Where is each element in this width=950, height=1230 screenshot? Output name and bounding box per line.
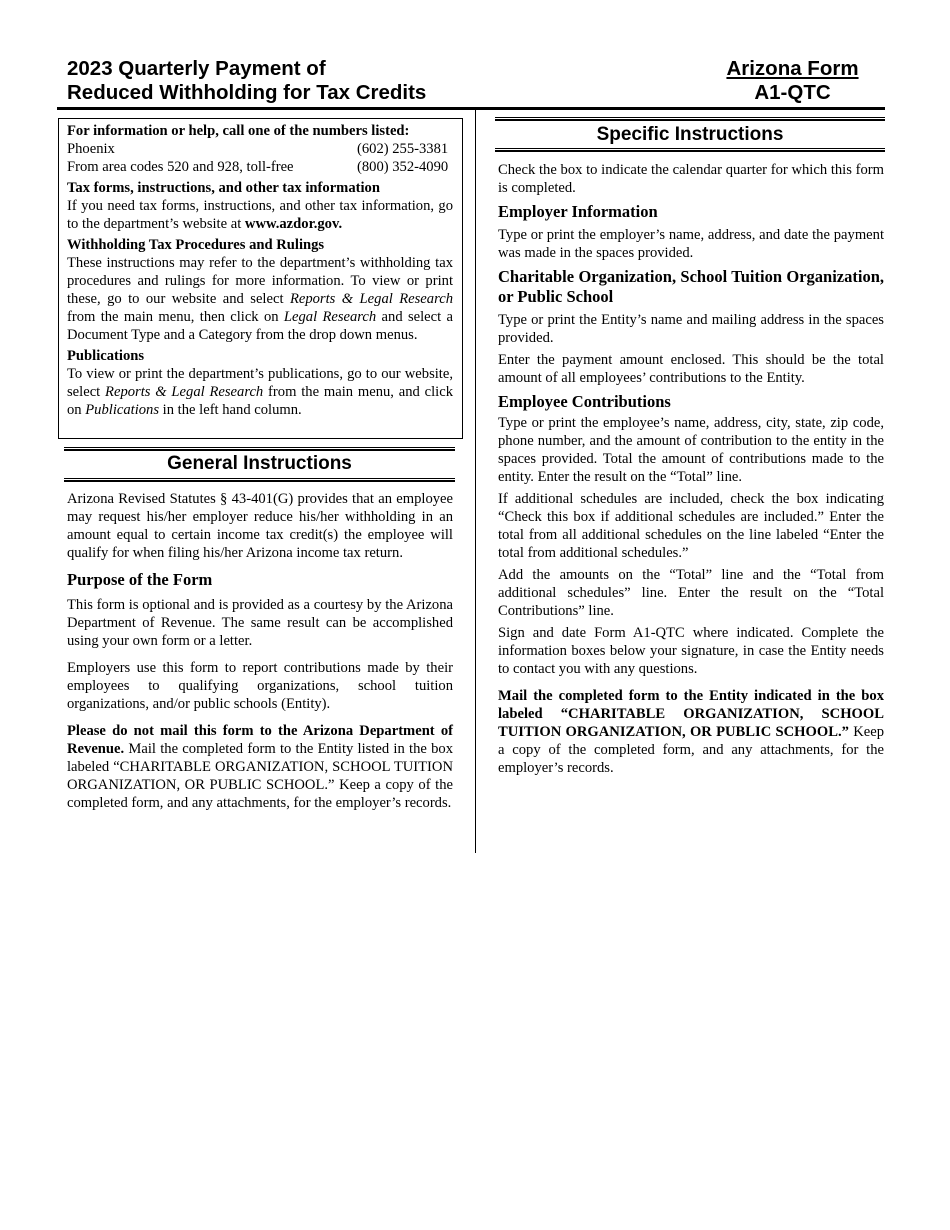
contributions-text-1: Type or print the employee’s name, address, city, state, zip code, phone number, and the amount of contribution to the entity in the spaces provided. Total the amount of contributions made to the entity. Enter the result on the “Total” line. [498,415,884,485]
general-intro: Arizona Revised Statutes § 43-401(G) provides that an employee may request his/her employer reduce his/her withholding in an amount equal to certain income tax credit(s) the employee will qualify for when filing his/her Arizona income tax return. [67,491,453,561]
form-identifier [700,57,885,105]
publications-link[interactable]: Publications [85,402,160,418]
website-link[interactable]: www.azdor.gov. [244,216,343,232]
specific-rule-top [495,117,885,121]
info-box-content [67,122,453,419]
rulings-heading: Withholding Tax Procedures and Rulings [67,237,325,253]
entity-heading: Charitable Organization, School Tuition Organization, or Public School [498,267,884,306]
specific-intro: Check the box to indicate the calendar quarter for which this form is completed. [498,162,884,196]
specific-instructions-title: Specific Instructions [596,124,784,145]
reports-legal-research-link[interactable]: Reports & Legal Research [289,291,453,307]
entity-text-1: Type or print the Entity’s name and mailing address in the spaces provided. [498,312,884,346]
publications-text: To view or print the department’s publications, go to our website, select Reports & Legal Research from the main menu, and click on Publications in the left hand column. [67,366,453,418]
phone-label: Phoenix [67,141,115,157]
form-number: A1-QTC [754,81,831,104]
general-instructions-body [67,490,453,812]
column-divider [475,110,476,853]
form-label: Arizona Form [726,57,859,80]
contributions-heading: Employee Contributions [498,392,671,411]
purpose-text-2: Employers use this form to report contributions made by their employees to qualifying organizations, school tuition organizations, and/or public schools (Entity). [67,660,453,712]
info-heading: For information or help, call one of the numbers listed: [67,123,410,139]
employer-text: Type or print the employer’s name, address, and date the payment was made in the spaces provided. [498,227,884,261]
publications-heading: Publications [67,348,145,364]
contributions-text-4: Sign and date Form A1-QTC where indicated. Complete the information boxes below your signature, in case the Entity needs to contact you with any questions. [498,625,884,677]
legal-research-link[interactable]: Legal Research [283,309,377,325]
form-title-line2: Reduced Withholding for Tax Credits [67,81,427,104]
specific-instructions-body [498,161,884,777]
phone-row-phoenix [67,140,453,158]
mailing-notice: Please do not mail this form to the Arizona Department of Revenue. Mail the completed form to the Entity listed in the box labeled “CHARITABLE ORGANIZATION, SCHOOL TUITION ORGANIZATION, OR PUBLIC SCHOOL.” Keep a copy of the completed form, and any attachments, for the employer’s records. [67,723,453,811]
form-title [67,57,426,105]
general-instructions-title: General Instructions [167,453,352,474]
phone-number: (800) 352-4090 [357,159,449,175]
phone-label: From area codes 520 and 928, toll-free [67,159,294,175]
employer-heading: Employer Information [498,202,658,221]
phone-number: (602) 255-3381 [357,141,449,157]
specific-rule-bottom [495,148,885,152]
general-rule-top [64,447,455,451]
form-title-line1: 2023 Quarterly Payment of [67,57,326,80]
phone-row-tollfree [67,158,453,176]
purpose-heading: Purpose of the Form [67,570,213,589]
mail-instructions: Mail the completed form to the Entity indicated in the box labeled “CHARITABLE ORGANIZATION, SCHOOL TUITION ORGANIZATION, OR PUBLIC SCHOOL.” Keep a copy of the completed form, and any attachments, for the employer’s records. [498,688,884,776]
contributions-text-2: If additional schedules are included, check the box indicating “Check this box if additional schedules are included.” Enter the total from all additional schedules on the line labeled “Enter the total from additional schedules.” [498,491,884,561]
forms-heading: Tax forms, instructions, and other tax information [67,180,380,196]
forms-text: If you need tax forms, instructions, and other tax information, go to the department’s website at www.azdor.gov. [67,198,453,232]
reports-legal-research-link[interactable]: Reports & Legal Research [105,384,264,400]
rulings-text: These instructions may refer to the department’s withholding tax procedures and rulings for more information. To view or print these, go to our website and select Reports & Legal Research from the main menu, then click on Legal Research and select a Document Type and a Category from the drop down menus. [67,255,453,343]
purpose-text-1: This form is optional and is provided as a courtesy by the Arizona Department of Revenue. The same result can be accomplished using your own form or a letter. [67,597,453,649]
entity-text-2: Enter the payment amount enclosed. This should be the total amount of all employees’ contributions to the Entity. [498,352,884,386]
contributions-text-3: Add the amounts on the “Total” line and the “Total from additional schedules” line. Enter the result on the “Total Contributions” line. [498,567,884,619]
general-rule-bottom [64,478,455,482]
header-rule [57,107,885,110]
